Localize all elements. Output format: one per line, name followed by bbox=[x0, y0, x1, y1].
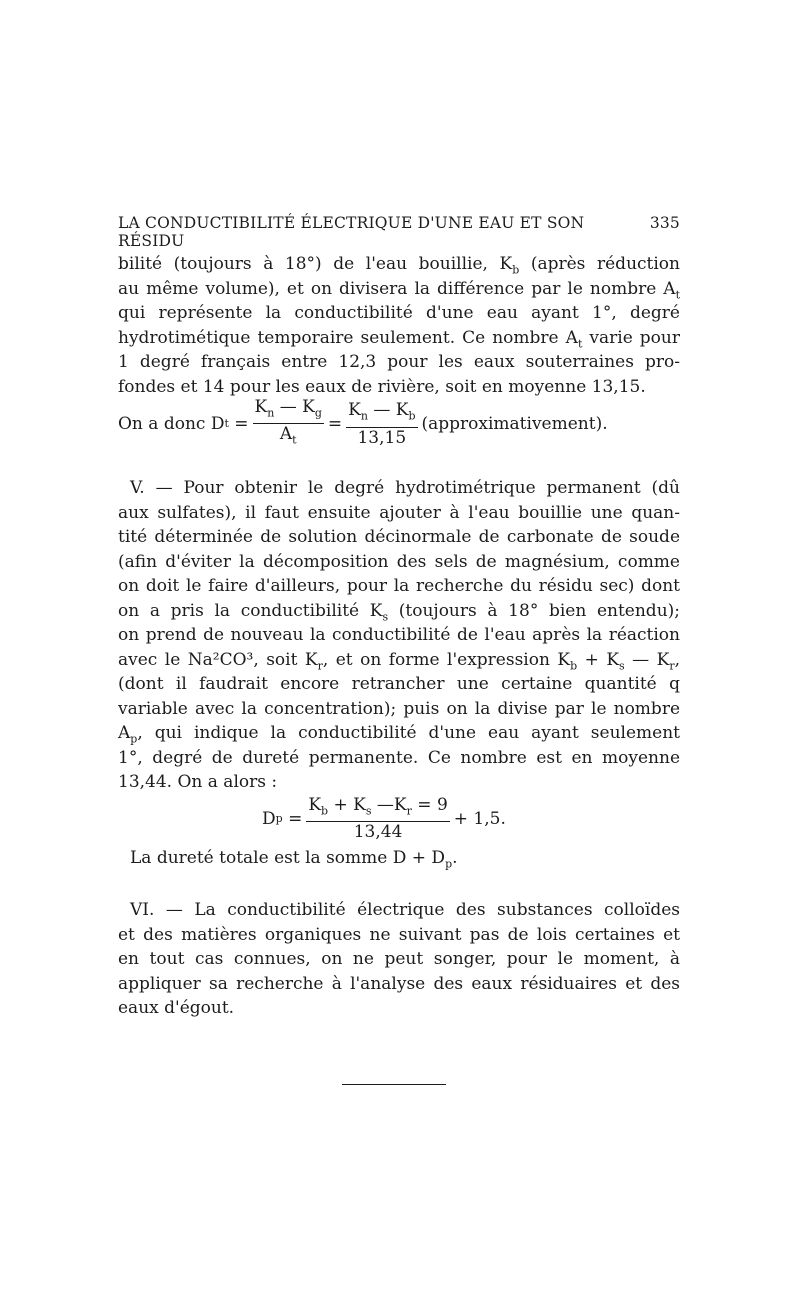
text-line: VI. — La conductibilité électrique des substances colloïdes bbox=[130, 900, 680, 920]
text-line: on prend de nouveau la conductibilité de l'eau après la réaction bbox=[118, 625, 680, 645]
text-line: on a pris la conductibilité $K_s$ (toujours à 18° bien entendu); bbox=[118, 600, 680, 623]
formula-d-p: D p = $\frac{K_b + K_s —K_r = 9}{13,44}$ + 1,5. bbox=[262, 795, 506, 843]
section-v bbox=[118, 476, 680, 795]
text-line: aux sulfates), il faut ensuite ajouter à l'eau bouillie une quan- bbox=[118, 502, 680, 523]
text-line: hydrotimétique temporaire seulement. Ce nombre $A_t$ varie pour bbox=[118, 327, 680, 350]
text-line: bilité (toujours à 18°) de l'eau bouillie, $K_b$ (après réduction bbox=[118, 254, 680, 277]
text-line: et des matières organiques ne suivant pas de lois certaines et bbox=[118, 924, 680, 945]
text-line: 1 degré français entre 12,3 pour les eaux souterraines pro- bbox=[118, 352, 680, 372]
formula-d-t: On a donc D t = $\frac{K_n — K_g}{A_t}$ = $\frac{K_n — K_b}{13,15}$ (approximativement). bbox=[118, 398, 608, 450]
paragraph-continued bbox=[118, 252, 680, 399]
text-line: V. — Pour obtenir le degré hydrotimétrique permanent (dû bbox=[130, 478, 680, 498]
text-line: qui représente la conductibilité d'une eau ayant 1°, degré bbox=[118, 303, 680, 323]
text-line: 13,44. On a alors : bbox=[118, 772, 278, 792]
running-header bbox=[118, 214, 680, 250]
text-line: $A_p$, qui indique la conductibilité d'une eau ayant seulement bbox=[118, 723, 680, 746]
fraction: $\frac{K_n — K_b}{13,15}$ bbox=[348, 400, 416, 448]
text-line: eaux d'égout. bbox=[118, 998, 235, 1018]
text-line: en tout cas connues, on ne peut songer, pour le moment, à bbox=[118, 949, 680, 969]
running-title: LA CONDUCTIBILITÉ ÉLECTRIQUE D'UNE EAU ET SON RÉSIDU bbox=[118, 214, 585, 250]
text-line: variable avec la concentration); puis on la divise par le nombre bbox=[118, 698, 680, 719]
text-line: 1°, degré de dureté permanente. Ce nombre est en moyenne bbox=[118, 747, 680, 768]
section-vi bbox=[118, 898, 680, 1021]
text-line: au même volume), et on divisera la différence par le nombre $A_t$ bbox=[118, 278, 680, 301]
fraction: $\frac{K_b + K_s —K_r = 9}{13,44}$ bbox=[308, 795, 448, 843]
end-rule bbox=[342, 1084, 446, 1085]
text-line: on doit le faire d'ailleurs, pour la recherche du résidu sec) dont bbox=[118, 576, 680, 596]
page-number: 335 bbox=[649, 214, 680, 232]
text-line: (afin d'éviter la décomposition des sels de magnésium, comme bbox=[118, 551, 680, 572]
text-line: avec le Na²CO³, soit $K_r$, et on forme l'expression $K_b + K_s$ — $K_r$, bbox=[118, 649, 680, 672]
text-line: fondes et 14 pour les eaux de rivière, soit en moyenne 13,15. bbox=[118, 376, 646, 397]
text-line: tité déterminée de solution décinormale de carbonate de soude bbox=[118, 527, 680, 547]
text-line: (dont il faudrait encore retrancher une certaine quantité q bbox=[118, 674, 680, 694]
fraction: $\frac{K_n — K_g}{A_t}$ bbox=[254, 397, 322, 447]
total-hardness-line: La dureté totale est la somme $D + D_p$. bbox=[130, 848, 458, 871]
text-line: appliquer sa recherche à l'analyse des eaux résiduaires et des bbox=[118, 973, 680, 994]
